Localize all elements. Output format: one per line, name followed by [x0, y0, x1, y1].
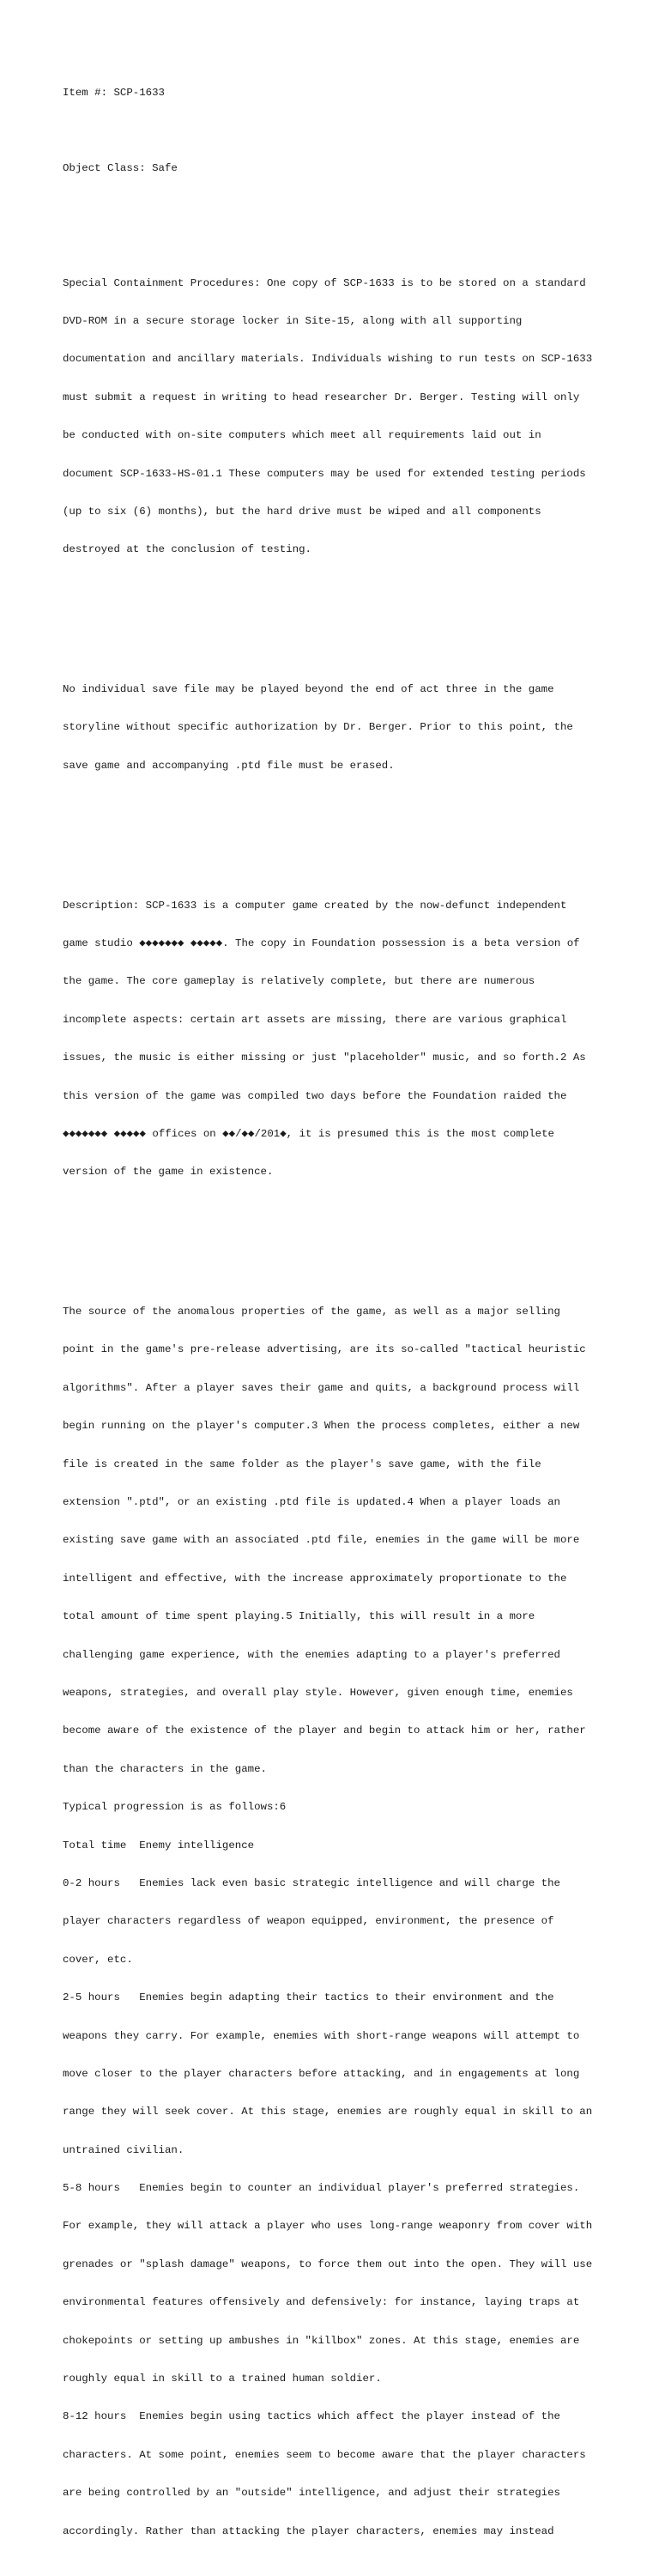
text-line: are being controlled by an "outside" intelligence, and adjust their strategies — [63, 2487, 560, 2500]
text-line: destroyed at the conclusion of testing. — [63, 543, 311, 556]
text-line: issues, the music is either missing or just "placeholder" music, and so forth.2 As — [63, 1052, 586, 1064]
text-line: intelligent and effective, with the increase approximately proportionate to the — [63, 1572, 567, 1585]
text-line: incomplete aspects: certain art assets are missing, there are various graphical — [63, 1013, 567, 1026]
anomalous-properties — [63, 1281, 612, 2563]
text-line: than the characters in the game. — [63, 1762, 267, 1775]
text-line: environmental features offensively and defensively: for instance, laying traps at — [63, 2296, 580, 2309]
text-line: characters. At some point, enemies seem to become aware that the player characters — [63, 2448, 586, 2461]
text-line: documentation and ancillary materials. Individuals wishing to run tests on SCP-1633 — [63, 353, 593, 366]
object-class: Object Class: Safe — [63, 162, 178, 175]
text-line: total amount of time spent playing.5 Initially, this will result in a more — [63, 1610, 535, 1623]
text-line: file is created in the same folder as the player's save game, with the file — [63, 1458, 541, 1470]
text-line: algorithms". After a player saves their game and quits, a background process will — [63, 1381, 580, 1394]
text-line: chokepoints or setting up ambushes in "killbox" zones. At this stage, enemies are — [63, 2334, 580, 2347]
text-line: save game and accompanying .ptd file must be erased. — [63, 759, 395, 772]
text-line: ◆◆◆◆◆◆◆ ◆◆◆◆◆ offices on ◆◆/◆◆/201◆, it is presumed this is the most complete — [63, 1127, 554, 1140]
table-row: 2-5 hours Enemies begin adapting their tactics to their environment and the — [63, 1991, 554, 2004]
spacer — [63, 1229, 612, 1242]
text-line: extension ".ptd", or an existing .ptd file is updated.4 When a player loads an — [63, 1496, 560, 1509]
table-header: Total time Enemy intelligence — [63, 1839, 255, 1852]
text-line: existing save game with an associated .ptd file, enemies in the game will be more — [63, 1534, 580, 1547]
text-line: the game. The core gameplay is relatively complete, but there are numerous — [63, 975, 535, 988]
spacer — [63, 823, 612, 836]
table-row: 5-8 hours Enemies begin to counter an individual player's preferred strategies. — [63, 2182, 580, 2195]
text-line: player characters regardless of weapon equipped, environment, the presence of — [63, 1915, 554, 1928]
text-line: begin running on the player's computer.3 When the process completes, either a new — [63, 1420, 580, 1433]
text-line: weapons, strategies, and overall play style. However, given enough time, enemies — [63, 1687, 573, 1699]
text-line: weapons they carry. For example, enemies with short-range weapons will attempt to — [63, 2029, 580, 2042]
text-line: Description: SCP-1633 is a computer game created by the now-defunct independent — [63, 899, 567, 912]
text-line: document SCP-1633-HS-01.1 These computers may be used for extended testing periods — [63, 467, 586, 480]
text-line: roughly equal in skill to a trained human soldier. — [63, 2373, 382, 2385]
text-line: point in the game's pre-release advertising, are its so-called "tactical heuristic — [63, 1343, 586, 1356]
document-page — [63, 61, 612, 2576]
description — [63, 874, 612, 1204]
text-line: become aware of the existence of the player and begin to attack him or her, rather — [63, 1724, 586, 1737]
text-line: game studio ◆◆◆◆◆◆◆ ◆◆◆◆◆. The copy in Foundation possession is a beta version of — [63, 936, 580, 949]
text-line: Special Containment Procedures: One copy of SCP-1633 is to be stored on a standard — [63, 276, 586, 289]
text-line: untrained civilian. — [63, 2143, 184, 2156]
spacer — [63, 124, 612, 137]
text-line: storyline without specific authorization by Dr. Berger. Prior to this point, the — [63, 721, 573, 734]
text-line: be conducted with on-site computers which meet all requirements laid out in — [63, 429, 541, 442]
text-line: The source of the anomalous properties of the game, as well as a major selling — [63, 1306, 560, 1318]
spacer — [63, 201, 612, 214]
text-line: Typical progression is as follows:6 — [63, 1801, 287, 1814]
text-line: challenging game experience, with the enemies adapting to a player's preferred — [63, 1648, 560, 1661]
item-number: Item #: SCP-1633 — [63, 86, 165, 99]
text-line: version of the game in existence. — [63, 1166, 274, 1179]
save-file-rule — [63, 658, 612, 797]
table-row: 0-2 hours Enemies lack even basic strategic intelligence and will charge the — [63, 1876, 560, 1889]
text-line: move closer to the player characters before attacking, and in engagements at long — [63, 2067, 580, 2080]
spacer — [63, 607, 612, 620]
text-line: accordingly. Rather than attacking the player characters, enemies may instead — [63, 2524, 554, 2537]
containment-procedures — [63, 252, 612, 582]
text-line: range they will seek cover. At this stage, enemies are roughly equal in skill to an — [63, 2106, 593, 2118]
text-line: No individual save file may be played beyond the end of act three in the game — [63, 683, 554, 696]
text-line: cover, etc. — [63, 1953, 133, 1966]
text-line: For example, they will attack a player who uses long-range weaponry from cover with — [63, 2220, 593, 2233]
text-line: DVD-ROM in a secure storage locker in Site-15, along with all supporting — [63, 314, 523, 327]
text-line: (up to six (6) months), but the hard drive must be wiped and all components — [63, 505, 541, 518]
text-line: this version of the game was compiled two days before the Foundation raided the — [63, 1089, 567, 1102]
text-line: grenades or "splash damage" weapons, to force them out into the open. They will use — [63, 2258, 593, 2270]
text-line: must submit a request in writing to head researcher Dr. Berger. Testing will only — [63, 391, 580, 403]
table-row: 8-12 hours Enemies begin using tactics which affect the player instead of the — [63, 2410, 560, 2423]
